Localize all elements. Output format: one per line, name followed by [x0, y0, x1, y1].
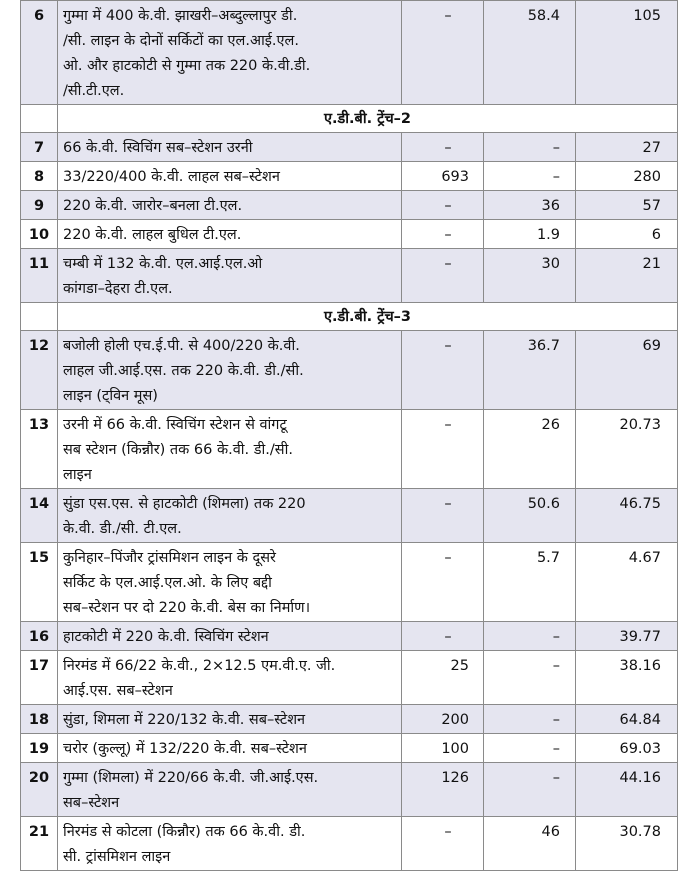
capacity-cell: – — [402, 1, 484, 105]
cost-cell: 69.03 — [576, 734, 678, 763]
capacity-cell: – — [402, 191, 484, 220]
description-line: आई.एस. सब–स्टेशन — [63, 683, 173, 699]
length-cell: 1.9 — [484, 220, 576, 249]
serial-number: 13 — [21, 410, 58, 489]
project-description — [58, 543, 402, 622]
project-description — [58, 817, 402, 871]
capacity-cell: 126 — [402, 763, 484, 817]
cost-cell: 64.84 — [576, 705, 678, 734]
description-line: चरोर (कुल्लू) में 132/220 के.वी. सब–स्टेशन — [63, 741, 307, 757]
section-header-row — [21, 105, 678, 133]
project-description — [58, 622, 402, 651]
project-description — [58, 220, 402, 249]
cost-cell: 4.67 — [576, 543, 678, 622]
capacity-cell: – — [402, 622, 484, 651]
cost-cell: 38.16 — [576, 651, 678, 705]
serial-number: 9 — [21, 191, 58, 220]
capacity-cell: – — [402, 331, 484, 410]
description-line: निरमंड से कोटला (किन्नौर) तक 66 के.वी. डी. — [63, 824, 306, 840]
serial-number: 12 — [21, 331, 58, 410]
section-title: ए.डी.बी. ट्रेंच–2 — [58, 105, 678, 133]
cost-cell: 39.77 — [576, 622, 678, 651]
section-sn-cell — [21, 105, 58, 133]
description-line: गुम्मा (शिमला) में 220/66 के.वी. जी.आई.एस. — [63, 770, 319, 786]
cost-cell: 69 — [576, 331, 678, 410]
description-line: सब स्टेशन (किन्नौर) तक 66 के.वी. डी./सी. — [63, 442, 293, 458]
length-cell: 5.7 — [484, 543, 576, 622]
description-line: /सी.टी.एल. — [63, 83, 125, 99]
length-cell: – — [484, 133, 576, 162]
capacity-cell: 200 — [402, 705, 484, 734]
table-row — [21, 1, 678, 105]
description-line: निरमंड में 66/22 के.वी., 2×12.5 एम.वी.ए. जी. — [63, 658, 336, 674]
section-header-row — [21, 303, 678, 331]
table-row — [21, 622, 678, 651]
project-description — [58, 249, 402, 303]
table-row — [21, 763, 678, 817]
length-cell: 30 — [484, 249, 576, 303]
project-description — [58, 331, 402, 410]
capacity-cell: – — [402, 817, 484, 871]
length-cell: 50.6 — [484, 489, 576, 543]
capacity-cell: 693 — [402, 162, 484, 191]
length-cell: 58.4 — [484, 1, 576, 105]
description-line: सुंडा एस.एस. से हाटकोटी (शिमला) तक 220 — [63, 496, 306, 512]
cost-cell: 44.16 — [576, 763, 678, 817]
table-row — [21, 651, 678, 705]
table-row — [21, 191, 678, 220]
description-line: उरनी में 66 के.वी. स्विचिंग स्टेशन से वांगटू — [63, 417, 287, 433]
length-cell: 36 — [484, 191, 576, 220]
description-line: बजोली होली एच.ई.पी. से 400/220 के.वी. — [63, 338, 300, 354]
capacity-cell: – — [402, 410, 484, 489]
table-row — [21, 331, 678, 410]
project-description — [58, 651, 402, 705]
cost-cell: 30.78 — [576, 817, 678, 871]
project-description — [58, 133, 402, 162]
table-row — [21, 133, 678, 162]
table-row — [21, 705, 678, 734]
length-cell: 36.7 — [484, 331, 576, 410]
description-line: 220 के.वी. लाहल बुधिल टी.एल. — [63, 227, 242, 243]
serial-number: 17 — [21, 651, 58, 705]
serial-number: 7 — [21, 133, 58, 162]
length-cell: – — [484, 162, 576, 191]
description-line: सी. ट्रांसमिशन लाइन — [63, 849, 171, 865]
table-row — [21, 410, 678, 489]
table-row — [21, 543, 678, 622]
serial-number: 11 — [21, 249, 58, 303]
table-row — [21, 249, 678, 303]
description-line: चम्बी में 132 के.वी. एल.आई.एल.ओ — [63, 256, 263, 272]
cost-cell: 6 — [576, 220, 678, 249]
capacity-cell: – — [402, 543, 484, 622]
description-line: सब–स्टेशन — [63, 795, 120, 811]
length-cell: – — [484, 734, 576, 763]
length-cell: – — [484, 622, 576, 651]
cost-cell: 46.75 — [576, 489, 678, 543]
project-description — [58, 489, 402, 543]
cost-cell: 57 — [576, 191, 678, 220]
table-row — [21, 734, 678, 763]
capacity-cell: – — [402, 249, 484, 303]
length-cell: – — [484, 705, 576, 734]
projects-table — [20, 0, 678, 871]
description-line: हाटकोटी में 220 के.वी. स्विचिंग स्टेशन — [63, 629, 269, 645]
project-description — [58, 191, 402, 220]
cost-cell: 280 — [576, 162, 678, 191]
project-description — [58, 705, 402, 734]
serial-number: 8 — [21, 162, 58, 191]
length-cell: – — [484, 763, 576, 817]
table-row — [21, 817, 678, 871]
description-line: सुंडा, शिमला में 220/132 के.वी. सब–स्टेशन — [63, 712, 306, 728]
description-line: लाइन (ट्विन मूस) — [63, 388, 158, 404]
length-cell: 46 — [484, 817, 576, 871]
projects-table-body — [21, 1, 678, 871]
description-line: 33/220/400 के.वी. लाहल सब–स्टेशन — [63, 169, 280, 185]
project-description — [58, 734, 402, 763]
table-row — [21, 489, 678, 543]
description-line: लाइन — [63, 467, 92, 483]
section-sn-cell — [21, 303, 58, 331]
description-line: सब–स्टेशन पर दो 220 के.वी. बेस का निर्माण। — [63, 600, 311, 616]
serial-number: 21 — [21, 817, 58, 871]
cost-cell: 105 — [576, 1, 678, 105]
serial-number: 14 — [21, 489, 58, 543]
serial-number: 10 — [21, 220, 58, 249]
capacity-cell: 100 — [402, 734, 484, 763]
serial-number: 16 — [21, 622, 58, 651]
description-line: के.वी. डी./सी. टी.एल. — [63, 521, 182, 537]
cost-cell: 20.73 — [576, 410, 678, 489]
cost-cell: 21 — [576, 249, 678, 303]
project-description — [58, 1, 402, 105]
description-line: 220 के.वी. जारोर–बनला टी.एल. — [63, 198, 243, 214]
length-cell: – — [484, 651, 576, 705]
description-line: 66 के.वी. स्विचिंग सब–स्टेशन उरनी — [63, 140, 253, 156]
table-row — [21, 220, 678, 249]
capacity-cell: – — [402, 489, 484, 543]
description-line: लाहल जी.आई.एस. तक 220 के.वी. डी./सी. — [63, 363, 304, 379]
project-description — [58, 410, 402, 489]
serial-number: 6 — [21, 1, 58, 105]
project-description — [58, 763, 402, 817]
serial-number: 15 — [21, 543, 58, 622]
serial-number: 20 — [21, 763, 58, 817]
serial-number: 18 — [21, 705, 58, 734]
capacity-cell: – — [402, 220, 484, 249]
length-cell: 26 — [484, 410, 576, 489]
project-description — [58, 162, 402, 191]
description-line: कांगडा–देहरा टी.एल. — [63, 281, 173, 297]
description-line: सर्किट के एल.आई.एल.ओ. के लिए बद्दी — [63, 575, 272, 591]
description-line: ओ. और हाटकोटी से गुम्मा तक 220 के.वी.डी. — [63, 58, 311, 74]
description-line: गुम्मा में 400 के.वी. झाखरी–अब्दुल्लापुर डी. — [63, 8, 298, 24]
description-line: /सी. लाइन के दोनों सर्किटों का एल.आई.एल. — [63, 33, 299, 49]
serial-number: 19 — [21, 734, 58, 763]
section-title: ए.डी.बी. ट्रेंच–3 — [58, 303, 678, 331]
capacity-cell: 25 — [402, 651, 484, 705]
cost-cell: 27 — [576, 133, 678, 162]
table-row — [21, 162, 678, 191]
capacity-cell: – — [402, 133, 484, 162]
description-line: कुनिहार–पिंजौर ट्रांसमिशन लाइन के दूसरे — [63, 550, 276, 566]
